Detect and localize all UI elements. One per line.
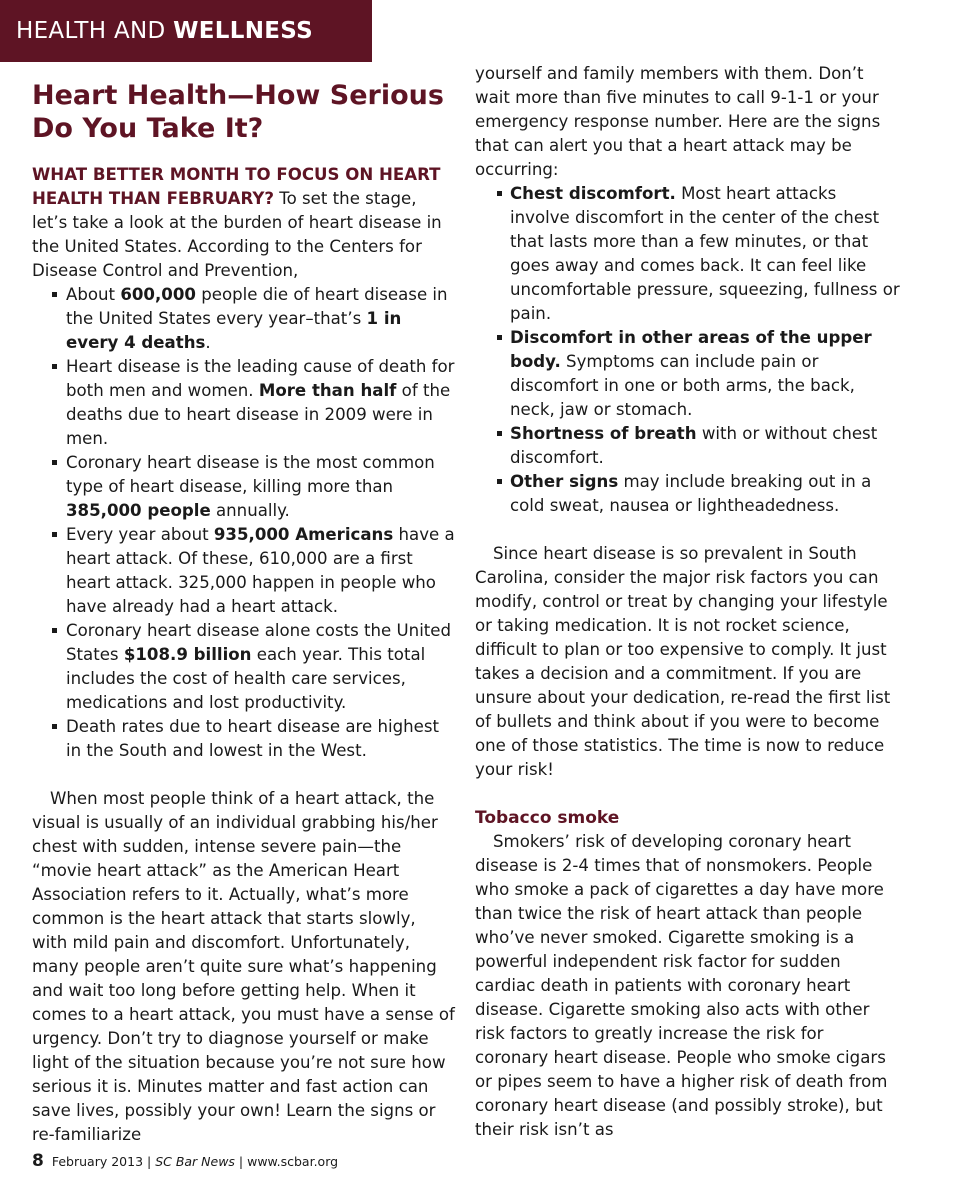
intro-lead-in: WHAT BETTER MONTH TO FOCUS ON HEART HEALTH THAN FEBRUARY? [32, 165, 441, 208]
fact-item: Every year about 935,000 Americans have a heart attack. Of these, 610,000 are a first heart attack. 325,000 happen in people who have already had a heart attack. [32, 523, 456, 619]
section-banner [0, 0, 372, 62]
facts-list [32, 283, 456, 763]
intro-paragraph [32, 163, 456, 283]
sign-item: Other signs may include breaking out in a cold sweat, nausea or lightheadedness. [475, 470, 900, 518]
fact-item: Coronary heart disease is the most common type of heart disease, killing more than 385,000 people annually. [32, 451, 456, 523]
heart-attack-paragraph: When most people think of a heart attack, the visual is usually of an individual grabbing his/her chest with sudden, intense severe pain—the “movie heart attack” as the American Heart Association refers to it. Actually, what’s more common is the heart attack that starts slowly, with mild pain and discomfort. Unfortunately, many people aren’t quite sure what’s happening and wait too long before getting help. When it comes to a heart attack, you must have a sense of urgency. Don’t try to diagnose yourself or make light of the situation because you’re not sure how serious it is. Minutes matter and fast action can save lives, possibly your own! Learn the signs or re-familiarize [32, 789, 455, 1144]
fact-item: Coronary heart disease alone costs the United States $108.9 billion each year. This total includes the cost of health care services, medications and lost productivity. [32, 619, 456, 715]
signs-list [475, 182, 900, 518]
fact-item: Death rates due to heart disease are highest in the South and lowest in the West. [32, 715, 456, 763]
sign-item: Chest discomfort. Most heart attacks involve discomfort in the center of the chest that lasts more than a few minutes, or that goes away and comes back. It can feel like uncomfortable pressure, squeezing, fullness or pain. [475, 182, 900, 326]
article-title: Heart Health—How Serious Do You Take It? [32, 80, 444, 144]
right-column [475, 62, 900, 1142]
risk-paragraph: Since heart disease is so prevalent in South Carolina, consider the major risk factors you can modify, control or treat by changing your lifestyle or taking medication. It is not rocket science, difficult to plan or too expensive to comply. It just takes a decision and a commitment. If you are unsure about your dedication, re-read the first list of bullets and think about if you were to become one of those statistics. The time is now to reduce your risk! [475, 544, 891, 779]
intro-text: To set the stage, let’s take a look at the burden of heart disease in the United States. According to the Centers for Disease Control and Prevention, [32, 189, 442, 280]
footer-website: | www.scbar.org [234, 1154, 339, 1169]
banner-part1: HEALTH AND [16, 18, 174, 44]
sign-item: Discomfort in other areas of the upper body. Symptoms can include pain or discomfort in one or both arms, the back, neck, jaw or stomach. [475, 326, 900, 422]
banner-part2: WELLNESS [173, 18, 313, 44]
left-column [32, 62, 456, 1147]
tobacco-heading: Tobacco smoke [475, 808, 620, 828]
tobacco-paragraph: Smokers’ risk of developing coronary heart disease is 2-4 times that of nonsmokers. People who smoke a pack of cigarettes a day have more than twice the risk of heart attack than people who’ve never smoked. Cigarette smoking is a powerful independent risk factor for sudden cardiac death in patients with coronary heart disease. Cigarette smoking also acts with other risk factors to greatly increase the risk for coronary heart disease. People who smoke cigars or pipes seem to have a higher risk of death from coronary heart disease (and possibly stroke), but their risk isn’t as [475, 832, 888, 1139]
footer-date: February 2013 | [51, 1154, 156, 1169]
fact-item: Heart disease is the leading cause of death for both men and women. More than half of the deaths due to heart disease in 2009 were in men. [32, 355, 456, 451]
footer-publication: SC Bar News [155, 1154, 235, 1169]
sign-item: Shortness of breath with or without chest discomfort. [475, 422, 900, 470]
page-number: 8 [32, 1151, 44, 1171]
page-footer [32, 1151, 338, 1171]
fact-item: About 600,000 people die of heart disease in the United States every year–that’s 1 in every 4 deaths. [32, 283, 456, 355]
continued-paragraph: yourself and family members with them. Don’t wait more than five minutes to call 9-1-1 or your emergency response number. Here are the signs that can alert you that a heart attack may be occurring: [475, 64, 881, 179]
